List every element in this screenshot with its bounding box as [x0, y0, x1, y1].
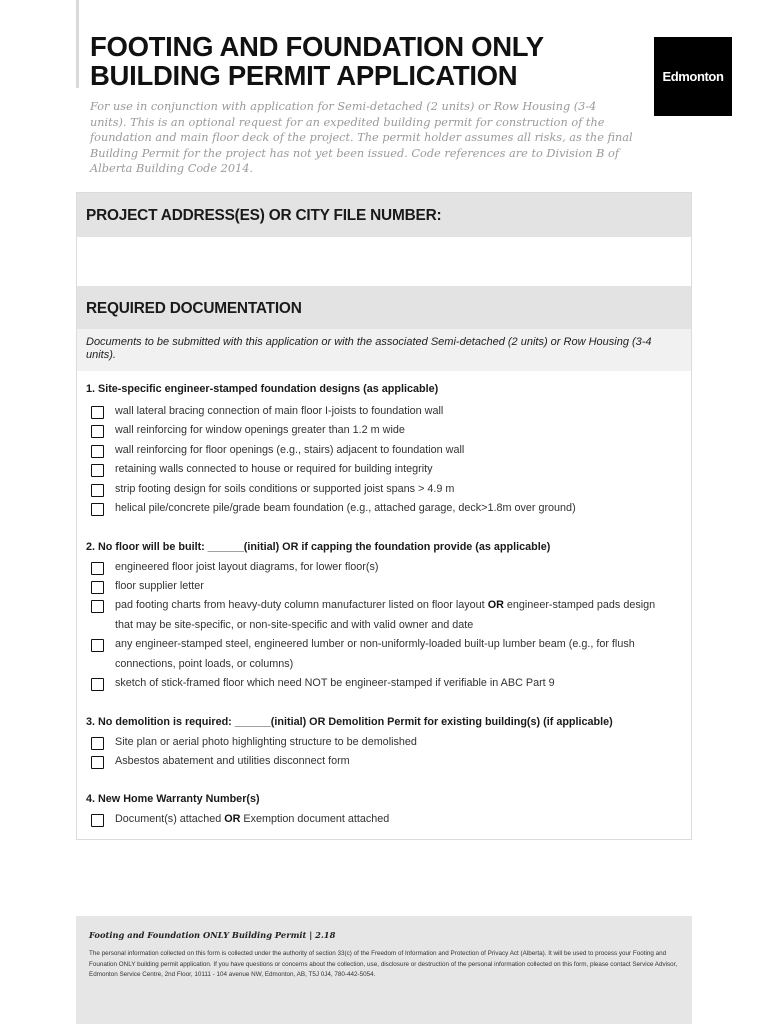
checkbox[interactable] [91, 425, 104, 438]
checklist-item-label-part: Document(s) attached [115, 812, 225, 825]
checklist-item [91, 755, 675, 771]
group-1-title: 1. Site-specific engineer-stamped foundation designs (as applicable) [86, 383, 439, 395]
checkbox[interactable] [91, 639, 104, 652]
checkbox[interactable] [91, 581, 104, 594]
checklist-item [91, 599, 675, 635]
checkbox[interactable] [91, 464, 104, 477]
checklist-item [91, 424, 675, 440]
checklist-item-label: floor supplier letter [115, 579, 204, 592]
checkbox[interactable] [91, 737, 104, 750]
checkbox[interactable] [91, 503, 104, 516]
checklist-item [91, 561, 675, 577]
form-version-label: Footing and Foundation ONLY Building Permit | 2.18 [89, 930, 336, 940]
header-rule [76, 0, 79, 88]
checklist-item-label: wall lateral bracing connection of main floor I-joists to foundation wall [115, 405, 444, 417]
checklist-item [91, 677, 675, 693]
checklist-item-label-part: engineer-stamped pads design that may be site-specific, or non-site-specific and with valid owner and date [115, 599, 656, 631]
checklist-item-label: engineered floor joist layout diagrams, for lower floor(s) [115, 560, 379, 573]
project-address-field[interactable] [77, 237, 691, 286]
title-line-1: FOOTING AND FOUNDATION ONLY [90, 31, 544, 62]
page-title [90, 32, 630, 90]
checklist-item [91, 483, 675, 499]
checklist-item-label: helical pile/concrete pile/grade beam foundation (e.g., attached garage, deck>1.8m over ground) [115, 502, 576, 514]
checklist-item [91, 736, 675, 752]
page-footer [76, 916, 692, 1024]
checklist-item-label: Asbestos abatement and utilities disconnect form [115, 754, 350, 767]
edmonton-logo [654, 37, 732, 116]
checklist-item-label: wall reinforcing for floor openings (e.g., stairs) adjacent to foundation wall [115, 443, 465, 456]
checklist-item [91, 813, 675, 829]
checklist-item-label: Site plan or aerial photo highlighting structure to be demolished [115, 735, 417, 748]
checklist-item-label: sketch of stick-framed floor which need NOT be engineer-stamped if verifiable in ABC Part 9 [115, 676, 555, 689]
checklist-item [91, 638, 675, 674]
checklist-item-label: any engineer-stamped steel, engineered lumber or non-uniformly-loaded built-up lumber beam (e.g., for flush connections, point loads, or columns) [115, 638, 635, 670]
logo-wordmark: Edmonton [662, 69, 724, 84]
checkbox[interactable] [91, 562, 104, 575]
checklist-item-label-part: Exemption document attached [240, 812, 390, 825]
or-emphasis: OR [487, 599, 504, 612]
checklist-item [91, 463, 675, 479]
checklist-item-label: wall reinforcing for window openings greater than 1.2 m wide [115, 424, 405, 437]
checkbox[interactable] [91, 406, 104, 419]
checkbox[interactable] [91, 756, 104, 769]
or-emphasis: OR [224, 812, 241, 825]
privacy-notice: The personal information collected on this form is collected under the authority of section 33(c) of the Freedom of Information and Protection of Privacy Act (Alberta). It will be used to process your Footing and Founation ONLY building permit application. If you have questions or concerns about the collection, use, disclosure or destruction of the personal information collected on this form, please contact Service Advisor, Edmonton Service Centre, 2nd Floor, 10111 - 104 avenue NW, Edmonton, AB, T5J 0J4, 780-442-5054. [89, 950, 678, 979]
project-address-heading: PROJECT ADDRESS(ES) OR CITY FILE NUMBER: [77, 193, 691, 237]
checklist-item-label [115, 810, 675, 829]
documentation-note: Documents to be submitted with this application or with the associated Semi-detached (2 units) or Row Housing (3-4 units). [77, 329, 691, 371]
title-line-2: BUILDING PERMIT APPLICATION [90, 60, 518, 91]
checklist-item-label: retaining walls connected to house or required for building integrity [115, 463, 433, 476]
checkbox[interactable] [91, 814, 104, 827]
intro-text: For use in conjunction with application for Semi-detached (2 units) or Row Housing (3-4 units). This is an optional request for an expedited building permit for construction of the foundation and main floor deck of the project. The permit holder assumes all risks, as the final Building Permit for the project has not yet been issued. Code references are to Division B of Alberta Building Code 2014. [90, 100, 633, 176]
checkbox[interactable] [91, 484, 104, 497]
checklist-item [91, 444, 675, 460]
checklist-item-label: strip footing design for soils conditions or supported joist spans > 4.9 m [115, 482, 455, 495]
required-documentation-heading: REQUIRED DOCUMENTATION [77, 286, 691, 330]
checkbox[interactable] [91, 600, 104, 613]
checklist-item [91, 502, 675, 518]
checkbox[interactable] [91, 678, 104, 691]
checklist-item-label [115, 596, 675, 635]
checklist-item-label-part: pad footing charts from heavy-duty column manufacturer listed on floor layout [115, 599, 488, 612]
checklist-item [91, 405, 675, 421]
group-2-title: 2. No floor will be built: ______(initial) OR if capping the foundation provide (as applicable) [86, 541, 551, 553]
checklist-item [91, 580, 675, 596]
group-4-title: 4. New Home Warranty Number(s) [86, 793, 260, 805]
checkbox[interactable] [91, 445, 104, 458]
group-3-title: 3. No demolition is required: ______(initial) OR Demolition Permit for existing building(s) (if applicable) [86, 716, 613, 728]
application-form [76, 192, 692, 840]
